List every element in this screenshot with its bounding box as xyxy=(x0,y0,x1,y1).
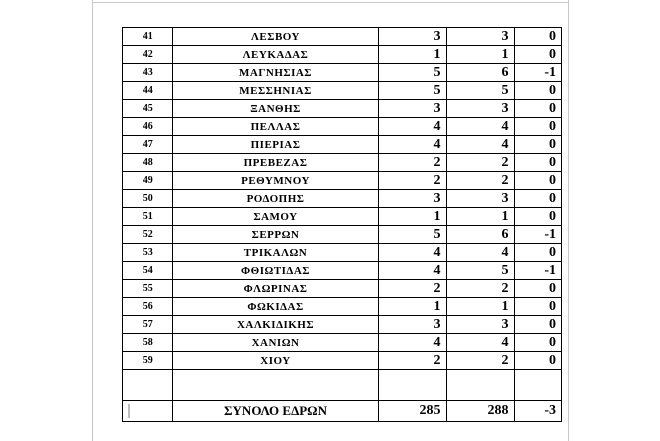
table-row xyxy=(123,226,562,244)
table-row xyxy=(123,262,562,280)
seats-difference: 0 xyxy=(514,208,561,226)
prefecture-name: ΧΙΟΥ xyxy=(173,352,378,370)
seats-previous: 2 xyxy=(378,154,446,172)
seats-difference: 0 xyxy=(514,46,561,64)
prefecture-name: ΣΑΜΟΥ xyxy=(173,208,378,226)
total-seats-new: 288 xyxy=(446,401,514,422)
blank-cell xyxy=(123,370,173,401)
seats-table xyxy=(122,27,562,422)
prefecture-name: ΛΕΣΒΟΥ xyxy=(173,28,378,46)
seats-difference: 0 xyxy=(514,154,561,172)
seats-difference: -1 xyxy=(514,262,561,280)
row-number: 53 xyxy=(123,244,173,262)
seats-previous: 1 xyxy=(378,298,446,316)
seats-previous: 1 xyxy=(378,208,446,226)
seats-difference: 0 xyxy=(514,118,561,136)
total-label: ΣΥΝΟΛΟ ΕΔΡΩΝ xyxy=(173,401,378,422)
row-number: 49 xyxy=(123,172,173,190)
row-number: 47 xyxy=(123,136,173,154)
total-seats-difference: -3 xyxy=(514,401,561,422)
seats-new: 4 xyxy=(446,118,514,136)
row-number: 59 xyxy=(123,352,173,370)
seats-previous: 5 xyxy=(378,226,446,244)
seats-new: 3 xyxy=(446,190,514,208)
table-row xyxy=(123,280,562,298)
seats-new: 4 xyxy=(446,244,514,262)
row-number: 45 xyxy=(123,100,173,118)
seats-new: 5 xyxy=(446,82,514,100)
blank-cell xyxy=(446,370,514,401)
seats-difference: 0 xyxy=(514,28,561,46)
seats-previous: 2 xyxy=(378,172,446,190)
prefecture-name: ΦΩΚΙΔΑΣ xyxy=(173,298,378,316)
seats-new: 1 xyxy=(446,298,514,316)
row-number: 44 xyxy=(123,82,173,100)
prefecture-name: ΣΕΡΡΩΝ xyxy=(173,226,378,244)
seats-new: 6 xyxy=(446,226,514,244)
table-row xyxy=(123,316,562,334)
seats-difference: 0 xyxy=(514,316,561,334)
blank-cell xyxy=(378,370,446,401)
seats-difference: 0 xyxy=(514,298,561,316)
seats-difference: 0 xyxy=(514,334,561,352)
row-number: 46 xyxy=(123,118,173,136)
seats-new: 6 xyxy=(446,64,514,82)
table-row xyxy=(123,208,562,226)
seats-new: 3 xyxy=(446,28,514,46)
seats-previous: 3 xyxy=(378,316,446,334)
prefecture-name: ΡΕΘΥΜΝΟΥ xyxy=(173,172,378,190)
total-row xyxy=(123,401,562,422)
table-row xyxy=(123,352,562,370)
seats-previous: 4 xyxy=(378,262,446,280)
seats-new: 2 xyxy=(446,352,514,370)
seats-difference: 0 xyxy=(514,190,561,208)
seats-new: 1 xyxy=(446,208,514,226)
row-number: 58 xyxy=(123,334,173,352)
prefecture-name: ΜΑΓΝΗΣΙΑΣ xyxy=(173,64,378,82)
prefecture-name: ΦΘΙΩΤΙΔΑΣ xyxy=(173,262,378,280)
row-number: 55 xyxy=(123,280,173,298)
table-left-margin xyxy=(92,27,123,412)
row-number: 43 xyxy=(123,64,173,82)
row-number: 52 xyxy=(123,226,173,244)
seats-new: 1 xyxy=(446,46,514,64)
seats-difference: 0 xyxy=(514,172,561,190)
row-number: 41 xyxy=(123,28,173,46)
seats-difference: 0 xyxy=(514,244,561,262)
blank-cell xyxy=(173,370,378,401)
prefecture-name: ΦΛΩΡΙΝΑΣ xyxy=(173,280,378,298)
seats-new: 3 xyxy=(446,100,514,118)
prefecture-name: ΠΡΕΒΕΖΑΣ xyxy=(173,154,378,172)
prefecture-name: ΞΑΝΘΗΣ xyxy=(173,100,378,118)
prefecture-name: ΧΑΛΚΙΔΙΚΗΣ xyxy=(173,316,378,334)
seats-difference: 0 xyxy=(514,136,561,154)
total-seats-previous: 285 xyxy=(378,401,446,422)
seats-new: 4 xyxy=(446,136,514,154)
row-number: 57 xyxy=(123,316,173,334)
prefecture-name: ΠΕΛΛΑΣ xyxy=(173,118,378,136)
seats-previous: 2 xyxy=(378,280,446,298)
seats-new: 2 xyxy=(446,172,514,190)
seats-difference: -1 xyxy=(514,64,561,82)
seats-difference: 0 xyxy=(514,280,561,298)
table-row xyxy=(123,46,562,64)
seats-previous: 4 xyxy=(378,136,446,154)
total-marker-cell xyxy=(123,401,173,422)
prefecture-name: ΛΕΥΚΑΔΑΣ xyxy=(173,46,378,64)
seats-new: 2 xyxy=(446,154,514,172)
row-number: 56 xyxy=(123,298,173,316)
seats-difference: 0 xyxy=(514,82,561,100)
seats-new: 5 xyxy=(446,262,514,280)
table-row xyxy=(123,190,562,208)
row-number: 42 xyxy=(123,46,173,64)
seats-previous: 5 xyxy=(378,82,446,100)
table-row xyxy=(123,100,562,118)
table-row xyxy=(123,136,562,154)
prefecture-name: ΜΕΣΣΗΝΙΑΣ xyxy=(173,82,378,100)
table-row xyxy=(123,28,562,46)
seats-difference: -1 xyxy=(514,226,561,244)
seats-previous: 4 xyxy=(378,334,446,352)
seats-new: 3 xyxy=(446,316,514,334)
seats-previous: 3 xyxy=(378,190,446,208)
page-top-edge xyxy=(92,2,568,3)
table-row xyxy=(123,172,562,190)
cell-marker xyxy=(128,404,130,418)
table-row xyxy=(123,154,562,172)
table-row xyxy=(123,64,562,82)
row-number: 51 xyxy=(123,208,173,226)
seats-new: 4 xyxy=(446,334,514,352)
blank-row xyxy=(123,370,562,401)
row-number: 50 xyxy=(123,190,173,208)
row-number: 48 xyxy=(123,154,173,172)
seats-previous: 4 xyxy=(378,118,446,136)
table-row xyxy=(123,298,562,316)
seats-difference: 0 xyxy=(514,100,561,118)
prefecture-name: ΠΙΕΡΙΑΣ xyxy=(173,136,378,154)
seats-new: 2 xyxy=(446,280,514,298)
seats-previous: 4 xyxy=(378,244,446,262)
seats-previous: 1 xyxy=(378,46,446,64)
prefecture-name: ΧΑΝΙΩΝ xyxy=(173,334,378,352)
seats-previous: 3 xyxy=(378,28,446,46)
seats-table-body xyxy=(123,28,562,422)
prefecture-name: ΤΡΙΚΑΛΩΝ xyxy=(173,244,378,262)
table-row xyxy=(123,244,562,262)
seats-previous: 2 xyxy=(378,352,446,370)
table-row xyxy=(123,82,562,100)
table-row xyxy=(123,334,562,352)
seats-previous: 3 xyxy=(378,100,446,118)
seats-difference: 0 xyxy=(514,352,561,370)
row-number: 54 xyxy=(123,262,173,280)
prefecture-name: ΡΟΔΟΠΗΣ xyxy=(173,190,378,208)
table-row xyxy=(123,118,562,136)
blank-cell xyxy=(514,370,561,401)
seats-previous: 5 xyxy=(378,64,446,82)
